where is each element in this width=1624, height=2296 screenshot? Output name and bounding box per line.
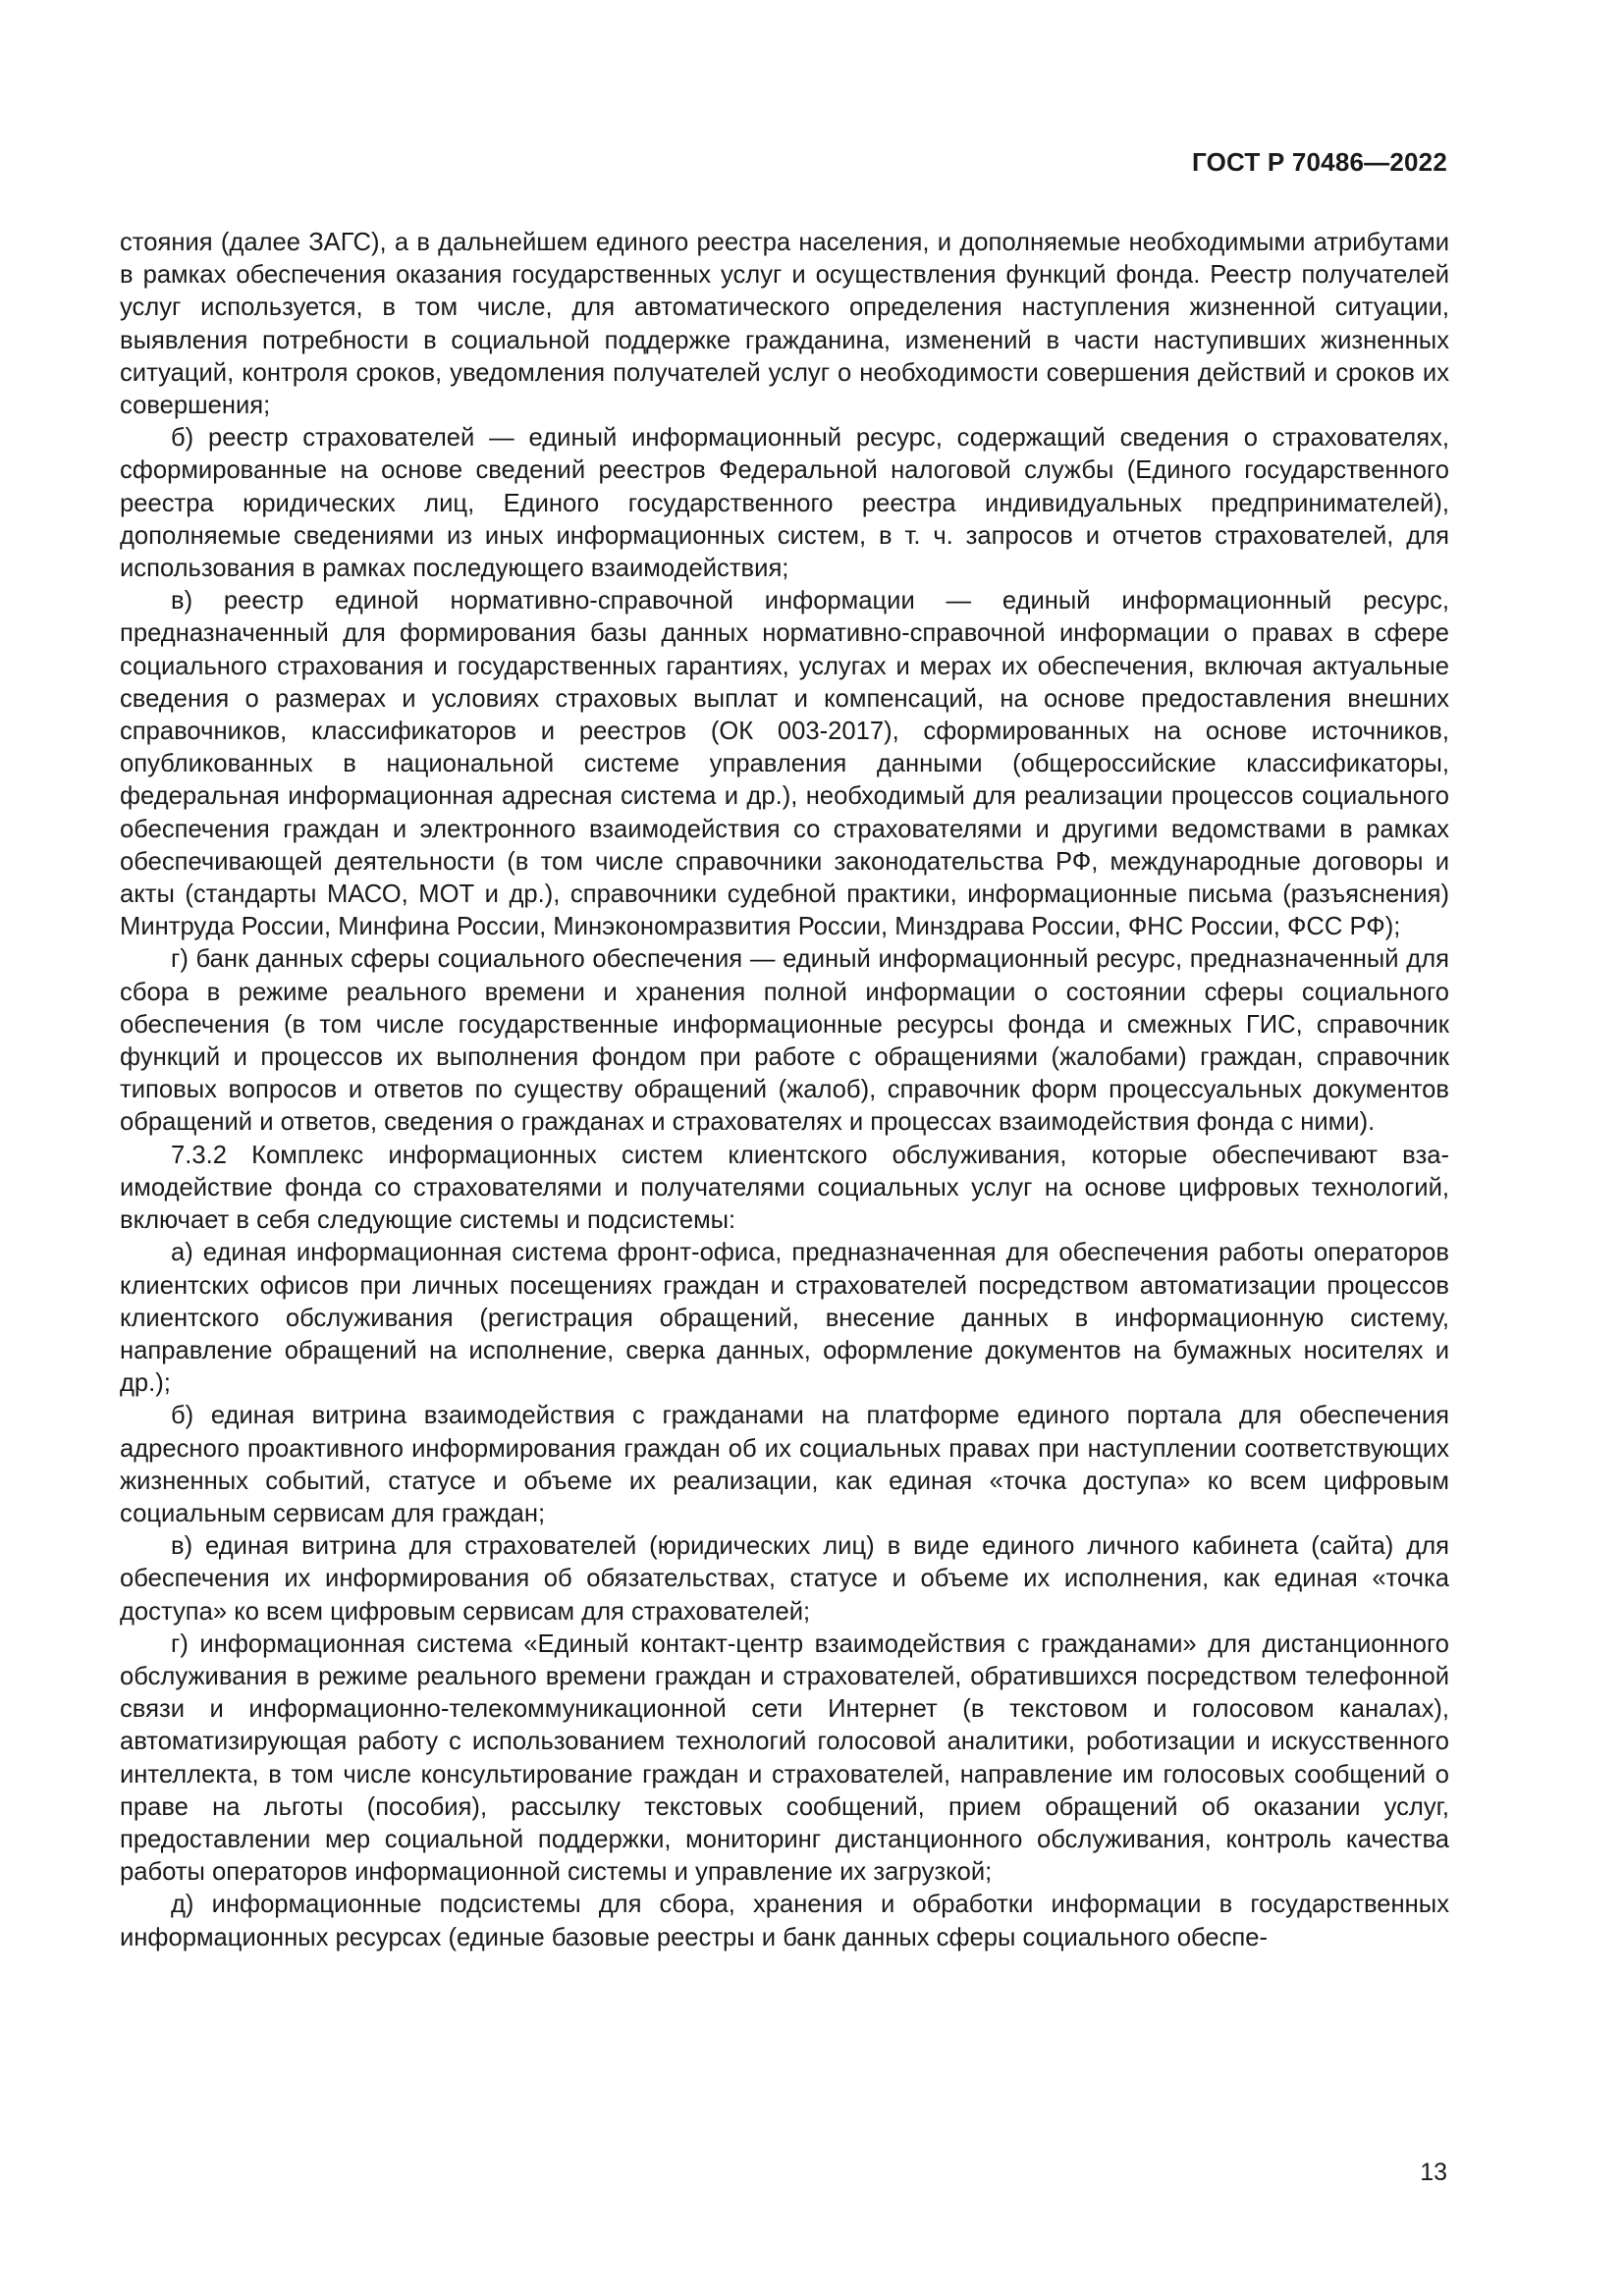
paragraph-item-v-reference-info-registry: в) реестр единой нормативно-справочной информации — единый информационный ресурс, предназначенный для формирования базы данных нормативно-справочной информации о правах в сфере социального страхования и государственных гарантиях, услугах и мерах их обеспечения, включая актуальные сведения о размерах и условиях страховых выплат и компенсаций, на основе предоставления внешних справочников, классификаторов и реестров (ОК 003-2017), сформированных на основе источников, опубликованных в национальной системе управления данными (общероссийские классификаторы, федеральная информационная адресная система и др.), необходимый для реализации процессов социального обеспечения граждан и электронного взаимодействия со страхователями и другими ведомствами в рамках обеспечивающей деятельности (в том числе справочники законодательства РФ, международные договоры и акты (стандарты МАСО, МОТ и др.), справочники судебной практики, информационные письма (разъяснения) Минтруда России, Минфина России, Минэкономразвития России, Минздрава России, ФНС России, ФСС РФ);	[120, 587, 1449, 941]
paragraph-item-g-contact-center: г) информационная система «Единый контакт-центр взаимодействия с гражданами» для дистанционного обслуживания в режиме реального времени граждан и страхователей, обратившихся посредством телефонной связи и информационно-телекоммуникационной сети Интернет (в текстовом и голосовом каналах), автоматизирующая работу с использованием технологий голосовой аналитики, роботизации и искусственного интеллекта, в том числе консультирование граждан и страхователей, направление им голосовых сообщений о праве на льготы (пособия), рассылку текстовых сообщений, прием обращений об оказании услуг, предоставлении мер социальной поддержки, мониторинг дистанционного обслуживания, контроль качества работы операторов информационной системы и управление их загрузкой;	[120, 1629, 1449, 1887]
paragraph-item-v-insurer-showcase: в) единая витрина для страхователей (юридических лиц) в виде единого личного кабинета (сайта) для обеспечения их информирования об обязательствах, статусе и объеме их исполнения, как единая «точка доступа» ко всем цифровым сервисам для страхователей;	[120, 1532, 1449, 1626]
paragraph-item-g-social-data-bank: г) банк данных сферы социального обеспечения — единый информационный ресурс, предназначенный для сбора в режиме реального времени и хранения полной информации о состоянии сферы социального обеспечения (в том числе государственные информационные ресурсы фонда и смежных ГИС, справочник функций и процессов их выполнения фондом при работе с обращениями (жалобами) граждан, справочник типовых вопросов и ответов по существу обращений (жалоб), справочник форм процессуальных документов обращений и ответов, сведения о гражданах и страхователях и процессах взаимодействия фонда с ними).	[120, 945, 1449, 1137]
page-number: 13	[1420, 2159, 1447, 2186]
paragraph-item-d-info-subsystems: д) информационные подсистемы для сбора, хранения и обработки информации в государственных информационных ресурсах (единые базовые реестры и банк данных сферы социального обеспе-	[120, 1891, 1449, 1951]
paragraph-item-b-citizen-showcase: б) единая витрина взаимодействия с гражданами на платформе единого портала для обеспечения адресного проактивного информирования граждан об их социальных правах при наступлении соответствующих жизненных событий, статусе и объеме их реализации, как единая «точка доступа» ко всем цифровым социальным сервисам для граждан;	[120, 1402, 1449, 1527]
paragraph-section-7-3-2: 7.3.2 Комплекс информационных систем клиентского обслуживания, которые обеспечивают взаимодействие фонда со страхователями и получателями социальных услуг на основе цифровых технологий, включает в себя следующие системы и подсистемы:	[120, 1141, 1449, 1235]
paragraph-continuation: стояния (далее ЗАГС), а в дальнейшем единого реестра населения, и дополняемые необходимыми атрибутами в рамках обеспечения оказания государственных услуг и осуществления функций фонда. Реестр получателей услуг используется, в том числе, для автоматического определения наступления жизненной ситуации, выявления потребности в социальной поддержке гражданина, изменений в части наступивших жизненных ситуаций, контроля сроков, уведомления получателей услуг о необходимости совершения действий и сроков их совершения;	[120, 229, 1449, 420]
document-header-standard-code: ГОСТ Р 70486—2022	[1192, 147, 1447, 177]
paragraph-item-b-insurers-registry: б) реестр страхователей — единый информационный ресурс, содержащий сведения о страхователях, сформированные на основе сведений реестров Федеральной налоговой службы (Единого государственного реестра юридических лиц, Единого государственного реестра индивидуальных предпринимателей), дополняемые сведениями из иных информационных систем, в т. ч. запросов и отчетов страхователей, для использования в рамках последующего взаимодействия;	[120, 424, 1449, 583]
paragraph-item-a-front-office: а) единая информационная система фронт-офиса, предназначенная для обеспечения работы операторов клиентских офисов при личных посещениях граждан и страхователей посредством автоматизации процессов клиентского обслуживания (регистрация обращений, внесение данных в информационную систему, направление обращений на исполнение, сверка данных, оформление документов на бумажных носителях и др.);	[120, 1239, 1449, 1398]
document-body	[120, 227, 1449, 1954]
